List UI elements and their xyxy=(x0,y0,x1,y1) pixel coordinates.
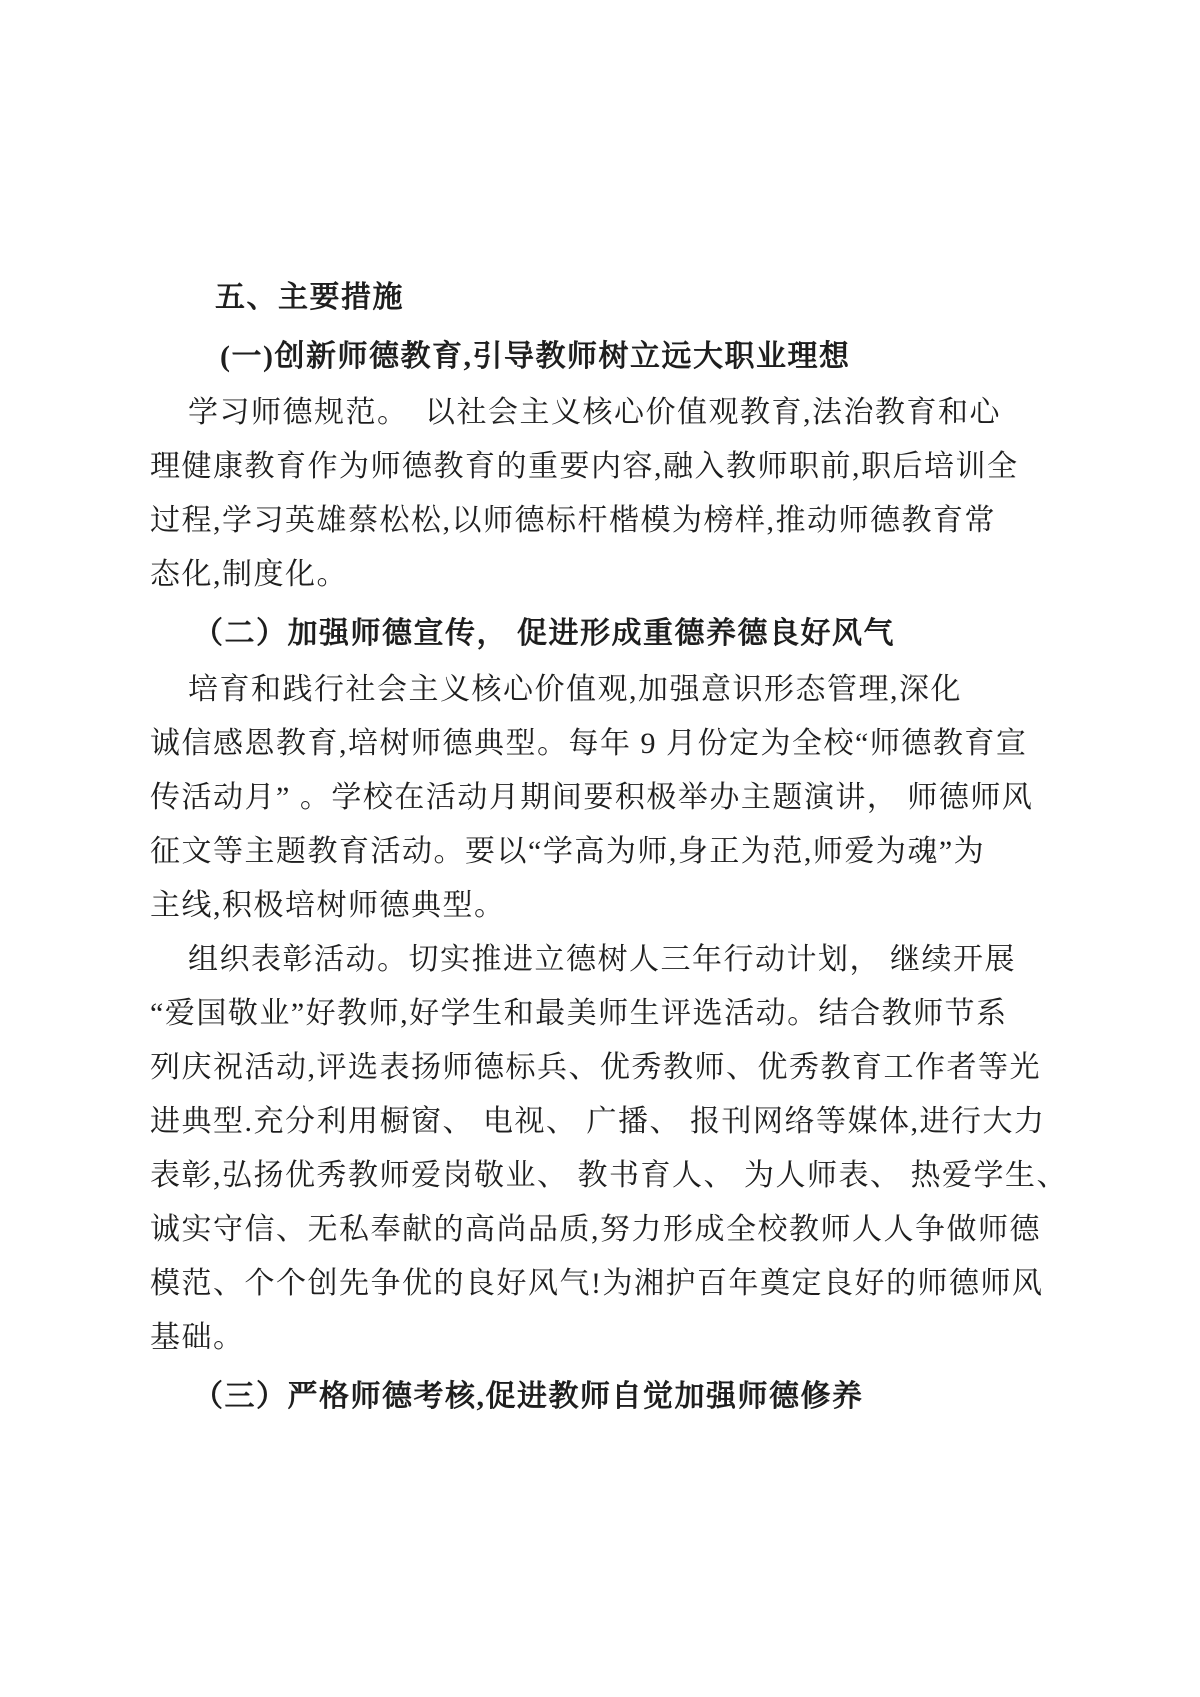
section-heading: （三）严格师德考核,促进教师自觉加强师德修养 xyxy=(193,1380,864,1413)
text-line: 进典型.充分利用橱窗、 电视、 广播、 报刊网络等媒体,进行大力 xyxy=(150,1105,1046,1138)
text-line: 诚信感恩教育,培树师德典型。每年 9 月份定为全校“师德教育宣 xyxy=(150,727,1028,760)
text-line: 组织表彰活动。切实推进立德树人三年行动计划， 继续开展 xyxy=(188,943,1016,976)
text-line: 基础。 xyxy=(150,1321,245,1354)
document-content xyxy=(150,266,1078,1426)
text-line: 主线,积极培树师德典型。 xyxy=(150,889,506,922)
text-line: 列庆祝活动,评选表扬师德标兵、优秀教师、优秀教育工作者等光 xyxy=(150,1051,1041,1084)
text-line: 学习师德规范。 以社会主义核心价值观教育,法治教育和心 xyxy=(188,396,1001,429)
text-line: 模范、个个创先争优的良好风气!为湘护百年奠定良好的师德师风 xyxy=(150,1267,1044,1300)
section-heading: 五、主要措施 xyxy=(215,281,404,314)
text-line: 传活动月” 。学校在活动月期间要积极举办主题演讲， 师德师风 xyxy=(150,781,1034,814)
text-line: 态化,制度化。 xyxy=(150,558,348,591)
text-line: “爱国敬业”好教师,好学生和最美师生评选活动。结合教师节系 xyxy=(150,997,1008,1030)
text-line: 理健康教育作为师德教育的重要内容,融入教师职前,职后培训全 xyxy=(150,450,1019,483)
text-line: 表彰,弘扬优秀教师爱岗敬业、 教书育人、 为人师表、 热爱学生、 xyxy=(150,1159,1068,1192)
section-heading: (一)创新师德教育,引导教师树立远大职业理想 xyxy=(220,340,851,373)
text-line: 过程,学习英雄蔡松松,以师德标杆楷模为榜样,推动师德教育常 xyxy=(150,504,996,537)
text-line: 诚实守信、无私奉献的高尚品质,努力形成全校教师人人争做师德 xyxy=(150,1213,1041,1246)
text-line: 培育和践行社会主义核心价值观,加强意识形态管理,深化 xyxy=(188,673,962,706)
section-heading: （二）加强师德宣传， 促进形成重德养德良好风气 xyxy=(193,617,895,650)
text-line: 征文等主题教育活动。要以“学高为师,身正为范,师爱为魂”为 xyxy=(150,835,986,868)
